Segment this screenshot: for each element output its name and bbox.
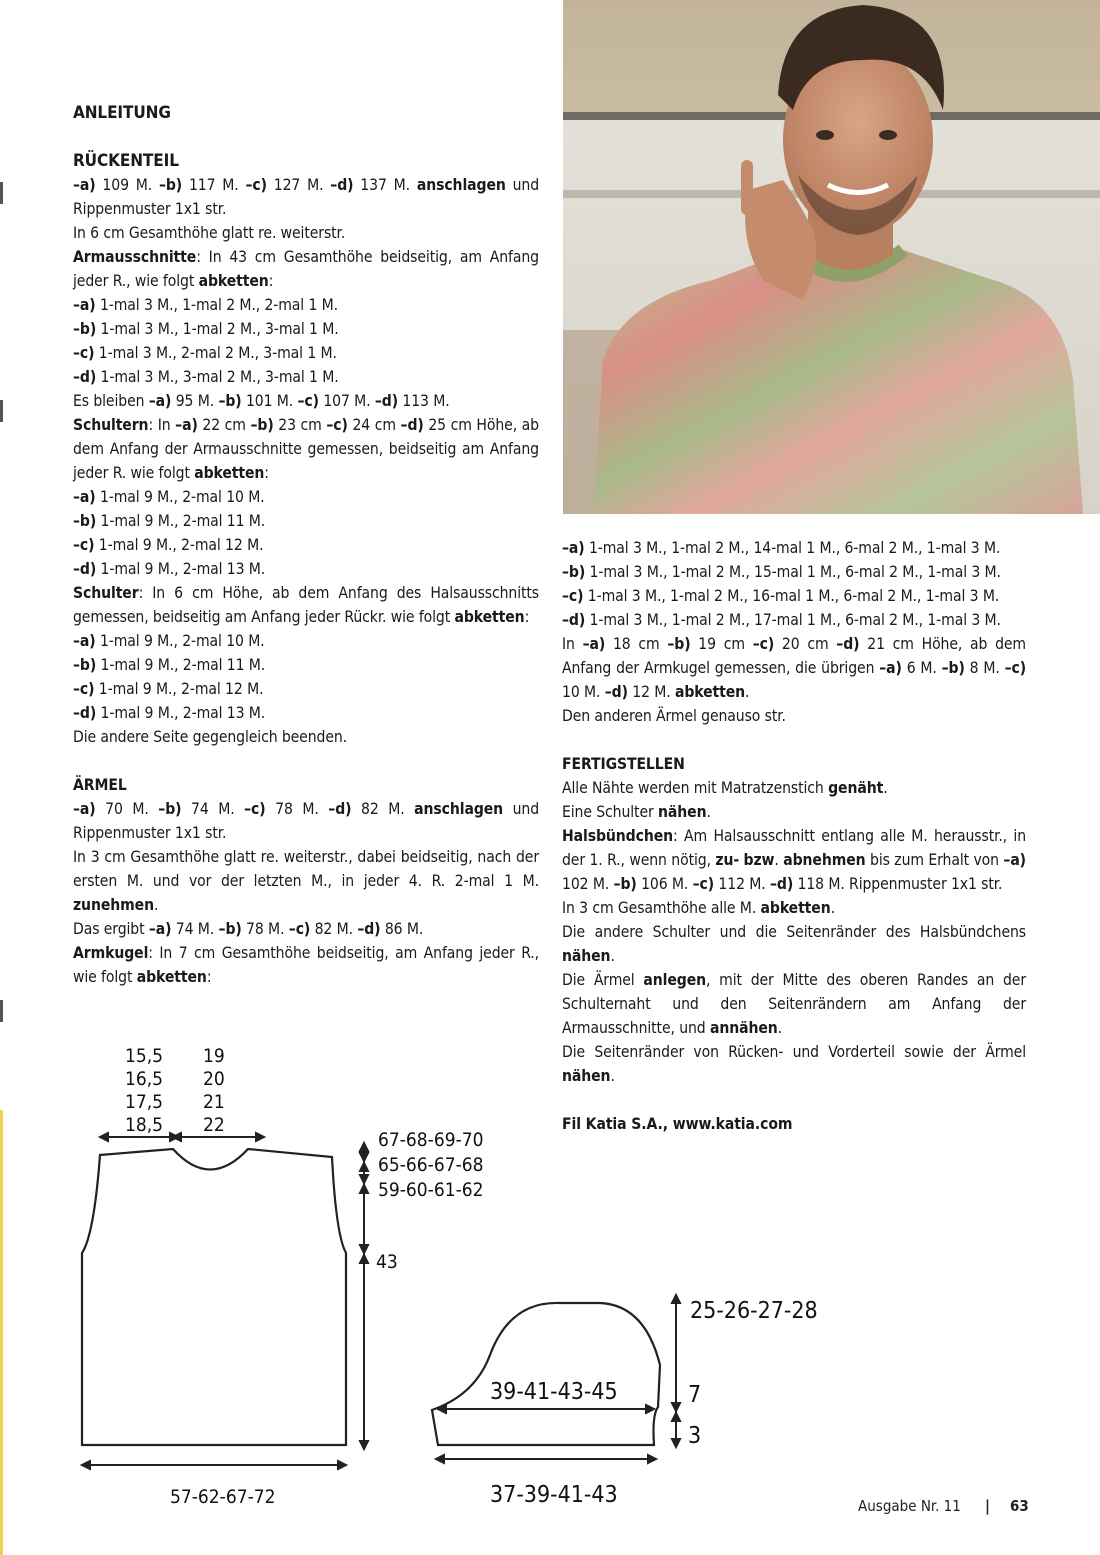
sleeve-schematic [420, 1285, 820, 1515]
shoulder-width-label: 15,5 [125, 1045, 164, 1067]
finish-line: Halsbündchen: Am Halsausschnitt entlang alle M. herausstr., in der 1. R., wenn nötig, zu- bzw. abnehmen bis zum Erhalt von –a) 102 M. –b) 106 M. –c) 112 M. –d) 118 M. Rippenmuster 1x1 str. [562, 827, 1026, 893]
back-section-heading: RÜCKENTEIL [73, 151, 179, 171]
sleeve-cap-height-label: 25-26-27-28 [690, 1298, 818, 1324]
sleeve-cont-line: –a) 1-mal 3 M., 1-mal 2 M., 14-mal 1 M., 6-mal 2 M., 1-mal 3 M. [562, 539, 1001, 557]
finish-line: Alle Nähte werden mit Matratzenstich genäht. [562, 779, 888, 797]
finish-line: In 3 cm Gesamthöhe alle M. abketten. [562, 899, 835, 917]
sleeve-section-heading: ÄRMEL [73, 776, 127, 794]
finish-section-heading: FERTIGSTELLEN [562, 755, 685, 773]
back-line: –b) 1-mal 3 M., 1-mal 2 M., 3-mal 1 M. [73, 320, 339, 338]
back-line: –d) 1-mal 9 M., 2-mal 13 M. [73, 704, 266, 722]
back-line: –b) 1-mal 9 M., 2-mal 11 M. [73, 656, 266, 674]
body-height-label: 59-60-61-62 [378, 1179, 484, 1201]
sleeve-cont-line: –b) 1-mal 3 M., 1-mal 2 M., 15-mal 1 M., 6-mal 2 M., 1-mal 3 M. [562, 563, 1001, 581]
finish-line: Die Seitenränder von Rücken- und Vorderteil sowie der Ärmel nähen. [562, 1043, 1026, 1085]
edge-tick [0, 182, 3, 204]
shoulder-width-label: 18,5 [125, 1114, 164, 1136]
sleeve-outline [432, 1303, 660, 1445]
back-line: –a) 109 M. –b) 117 M. –c) 127 M. –d) 137 M. anschlagen und Rippenmuster 1x1 str. [73, 176, 539, 218]
sleeve-side-height-label: 7 [688, 1382, 702, 1408]
instructions-right-column [562, 536, 1026, 1136]
sleeve-upper-width-label: 39-41-43-45 [490, 1379, 618, 1405]
sleeve-line: In 3 cm Gesamthöhe glatt re. weiterstr., dabei beidseitig, nach der ersten M. und vor der letzten M., in jeder 4. R. 2-mal 1 M. zunehmen. [73, 848, 539, 914]
issue-label: Ausgabe Nr. 11 [858, 1497, 961, 1515]
edge-tick [0, 400, 3, 422]
back-line: Schulter: In 6 cm Höhe, ab dem Anfang des Halsausschnitts gemessen, beidseitig am Anfang jeder Rückr. wie folgt abketten: [73, 584, 539, 626]
page-edge-marker [0, 1110, 3, 1555]
back-line: In 6 cm Gesamthöhe glatt re. weiterstr. [73, 224, 346, 242]
body-height-label: 67-68-69-70 [378, 1129, 484, 1151]
back-line: –a) 1-mal 9 M., 2-mal 10 M. [73, 488, 265, 506]
sleeve-bottom-width-label: 37-39-41-43 [490, 1482, 618, 1508]
shoulder-width-label: 17,5 [125, 1091, 164, 1113]
footer-separator: | [985, 1497, 990, 1515]
back-line: Es bleiben –a) 95 M. –b) 101 M. –c) 107 M. –d) 113 M. [73, 392, 450, 410]
sleeve-cont-line: –c) 1-mal 3 M., 1-mal 2 M., 16-mal 1 M., 6-mal 2 M., 1-mal 3 M. [562, 587, 1000, 605]
sleeve-line: Armkugel: In 7 cm Gesamthöhe beidseitig, am Anfang jeder R., wie folgt abketten: [73, 944, 539, 986]
body-width-label: 57-62-67-72 [170, 1486, 276, 1508]
back-line: –a) 1-mal 9 M., 2-mal 10 M. [73, 632, 265, 650]
sleeve-cont-line: –d) 1-mal 3 M., 1-mal 2 M., 17-mal 1 M., 6-mal 2 M., 1-mal 3 M. [562, 611, 1001, 629]
neck-width-label: 21 [203, 1091, 225, 1113]
back-line: Armausschnitte: In 43 cm Gesamthöhe beidseitig, am Anfang jeder R., wie folgt abketten: [73, 248, 539, 290]
sleeve-line: –a) 70 M. –b) 74 M. –c) 78 M. –d) 82 M. anschlagen und Rippenmuster 1x1 str. [73, 800, 540, 842]
sleeve-cont-line: Den anderen Ärmel genauso str. [562, 707, 786, 725]
page-number: 63 [1010, 1497, 1029, 1515]
sleeve-cont-line: In –a) 18 cm –b) 19 cm –c) 20 cm –d) 21 cm Höhe, ab dem Anfang der Armkugel gemessen, die übrigen –a) 6 M. –b) 8 M. –c) 10 M. –d) 12 M. abketten. [562, 635, 1027, 701]
instructions-left-column [73, 100, 539, 989]
sleeve-cuff-height-label: 3 [688, 1423, 702, 1449]
body-lower-height-label: 43 [376, 1251, 398, 1273]
neck-width-label: 19 [203, 1045, 225, 1067]
model-photo [563, 0, 1100, 514]
back-line: Schultern: In –a) 22 cm –b) 23 cm –c) 24 cm –d) 25 cm Höhe, ab dem Anfang der Armausschnitte gemessen, beidseitig am Anfang jeder R. wie folgt abketten: [73, 416, 539, 482]
sleeve-line: Das ergibt –a) 74 M. –b) 78 M. –c) 82 M. –d) 86 M. [73, 920, 424, 938]
shoulder-width-label: 16,5 [125, 1068, 164, 1090]
back-line: –c) 1-mal 9 M., 2-mal 12 M. [73, 536, 264, 554]
back-line: –c) 1-mal 9 M., 2-mal 12 M. [73, 680, 264, 698]
edge-tick [0, 1000, 3, 1022]
back-line: –a) 1-mal 3 M., 1-mal 2 M., 2-mal 1 M. [73, 296, 338, 314]
finish-line: Eine Schulter nähen. [562, 803, 711, 821]
body-height-label: 65-66-67-68 [378, 1154, 484, 1176]
back-line: –c) 1-mal 3 M., 2-mal 2 M., 3-mal 1 M. [73, 344, 337, 362]
body-outline [82, 1149, 346, 1445]
instructions-title: ANLEITUNG [73, 103, 171, 123]
back-line: –b) 1-mal 9 M., 2-mal 11 M. [73, 512, 266, 530]
neck-width-label: 22 [203, 1114, 225, 1136]
back-line: –d) 1-mal 9 M., 2-mal 13 M. [73, 560, 266, 578]
finish-line: Die Ärmel anlegen, mit der Mitte des oberen Randes an der Schulternaht und den Seitenrändern am Anfang der Armausschnitte, und annähen. [562, 971, 1027, 1037]
back-line: Die andere Seite gegengleich beenden. [73, 728, 348, 746]
finish-line: Die andere Schulter und die Seitenränder des Halsbündchens nähen. [562, 923, 1026, 965]
neck-width-label: 20 [203, 1068, 225, 1090]
back-line: –d) 1-mal 3 M., 3-mal 2 M., 3-mal 1 M. [73, 368, 339, 386]
credit-line: Fil Katia S.A., www.katia.com [562, 1115, 793, 1133]
